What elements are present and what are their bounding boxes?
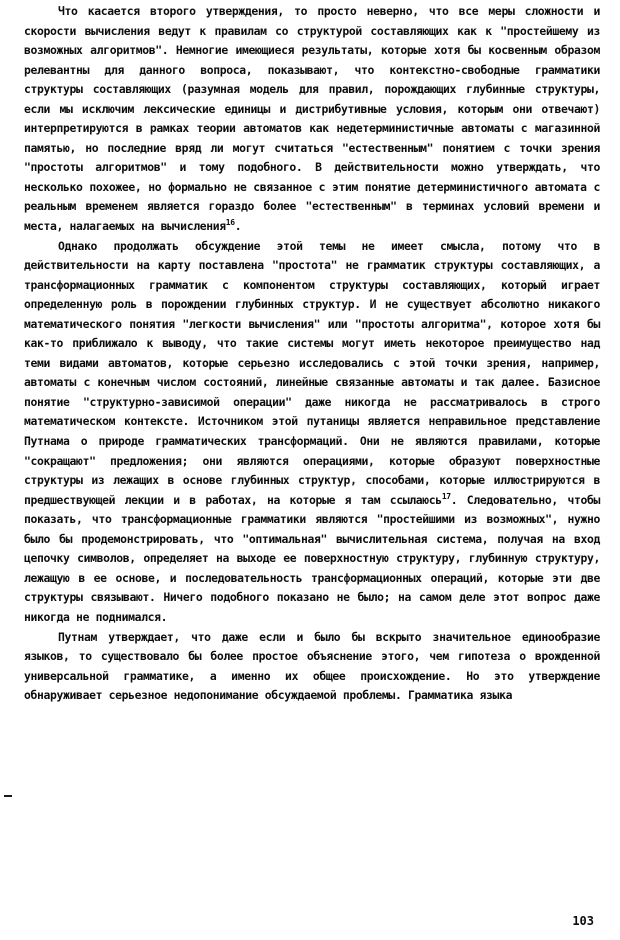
paragraph-1	[24, 2, 600, 237]
paragraph-3-text: Путнам утверждает, что даже если и было бы вскрыто значительное единообразие языков, то существовало бы более простое объяснение этого, чем гипотеза о врожденной универсальной грамматике, а именно их общее происхождение. Но это утверждение обнаруживает серьезное недопонимание обсуждаемой проблемы. Грамматика языка	[24, 629, 600, 703]
paragraph-3	[24, 628, 600, 706]
body-text	[24, 2, 600, 706]
footnote-ref-16[interactable]: 16	[225, 218, 235, 228]
paragraph-2-text: Однако продолжать обсуждение этой темы не имеет смысла, потому что в действительности на карту поставлена "простота" не грамматик структуры составляющих, а трансформационных грамматик с компонентом структуры составляющих, который играет определенную роль в порождении глубинных структур. И не существует абсолютно никакого математического понятия "легкости вычисления" или "простоты алгоритма", которое хотя бы как-то приближало к выводу, что такие системы могут иметь некоторое преимущество над теми видами автоматов, которые серьезно исследовались с этой точки зрения, например, автоматы с конечным числом состояний, линейные связанные автоматы и так далее. Базисное понятие "структурно-зависимой операции" даже никогда не рассматривалось в строго математическом контексте. Источником этой путаницы является неправильное представление Путнама о природе грамматических трансформаций. Они не являются правилами, которые "сокращают" предложения; они являются операциями, которые образуют поверхностные структуры из лежащих в основе глубинных структур, способами, которые иллюстрируются в предшествующей лекции и в работах, на которые я там ссылаюсь	[24, 238, 600, 507]
paragraph-2	[24, 237, 600, 628]
margin-dash-mark	[4, 795, 12, 797]
paragraph-1-tail: .	[234, 219, 242, 234]
footnote-ref-17[interactable]: 17	[441, 491, 451, 501]
page-number: 103	[572, 914, 594, 928]
paragraph-2-tail: . Следовательно, чтобы показать, что трансформационные грамматики являются "простейшими из возможных", нужно было бы продемонстрировать, что "оптимальная" вычислительная система, получая на вход цепочку символов, определяет на выходе ее поверхностную структуру, глубинную структуру, лежащую в ее основе, и последовательность трансформационных операций, которые эти две структуры связывают. Ничего подобного показано не было; на самом деле этот вопрос даже никогда не поднимался.	[24, 492, 600, 624]
paragraph-1-text: Что касается второго утверждения, то просто неверно, что все меры сложности и скорости вычисления ведут к правилам со структурой составляющих как к "простейшему из возможных алгоритмов". Немногие имеющиеся результаты, которые хотя бы косвенным образом релевантны для данного вопроса, показывают, что контекстно-свободные грамматики структуры составляющих (разумная модель для правил, порождающих глубинные структуры, если мы исключим лексические единицы и дистрибутивные условия, которым они отвечают) интерпретируются в рамках теории автоматов как недетерминистичные автоматы с магазинной памятью, но последние вряд ли могут считаться "естественным" понятием с точки зрения "простоты алгоритмов" и тому подобного. В действительности можно утверждать, что несколько похожее, но формально не связанное с этим понятие детерминистичного автомата с реальным временем является гораздо более "естественным" в терминах условий времени и места, налагаемых на вычисления	[24, 4, 600, 234]
